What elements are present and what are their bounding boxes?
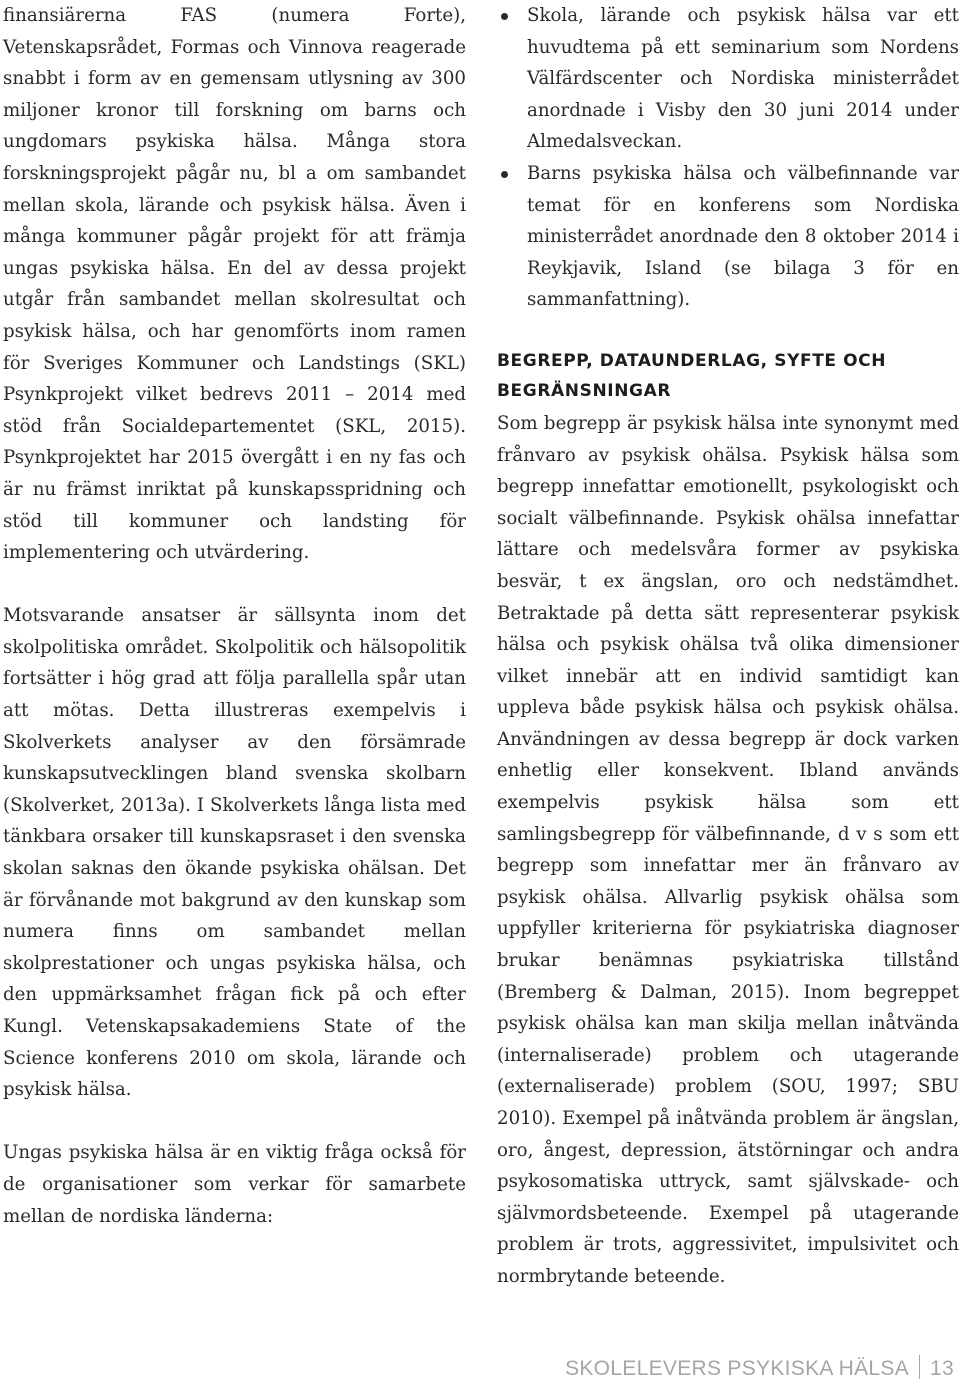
footer-divider	[919, 1355, 920, 1379]
body-paragraph-2: Motsvarande ansatser är sällsynta inom det skolpolitiska området. Skolpolitik och hälsopolitik fortsätter i hög grad att följa parallella spår utan att mötas. Detta illustreras exempelvis i Skolverkets analyser av den försämrade kunskapsutvecklingen bland svenska skolbarn (Skolverket, 2013a). I Skolverkets långa lista med tänkbara orsaker till kunskapsraset i den svenska skolan saknas den ökande psykiska ohälsan. Det är förvånande mot bakgrund av den kunskap som numera finns om sambandet mellan skolprestationer och ungas psykiska hälsa, och den uppmärksamhet frågan fick på och efter Kungl. Vetenskapsakademiens State of the Science konferens 2010 om skola, lärande och psykisk hälsa.	[3, 605, 466, 1101]
page-footer	[565, 1355, 954, 1382]
bullet-item-reykjavik-conference: Barns psykiska hälsa och välbefinnande var temat för en konferens som Nordiska ministerrådet anordnade den 8 oktober 2014 i Reykjavik, Island (se bilaga 3 för en sammanfattning).	[497, 158, 959, 316]
bullet-list	[497, 0, 959, 316]
bullet-item-visby-seminar: Skola, lärande och psykisk hälsa var ett huvudtema på ett seminarium som Nordens Välfärdscenter och Nordiska ministerrådet anordnade i Visby den 30 juni 2014 under Almedalsveckan.	[497, 0, 959, 158]
right-column	[497, 0, 959, 1293]
running-title: SKOLELEVERS PSYKISKA HÄLSA	[565, 1357, 910, 1380]
page-number: 13	[930, 1357, 954, 1380]
body-paragraph-1: finansiärerna FAS (numera Forte), Vetenskapsrådet, Formas och Vinnova reagerade snabbt i form av en gemensam utlysning av 300 miljoner kronor till forskning om barns och ungdomars psykiska hälsa. Många stora forskningsprojekt pågår nu, bl a om sambandet mellan skola, lärande och psykisk hälsa. Även i många kommuner pågår projekt för att främja ungas psykiska hälsa. En del av dessa projekt utgår från sambandet mellan skolresultat och psykisk hälsa, och har genomförts inom ramen för Sveriges Kommuner och Landstings (SKL) Psynkprojekt vilket bedrevs 2011 – 2014 med stöd från Socialdepartementet (SKL, 2015). Psynkprojektet har 2015 övergått i en ny fas och är nu främst inriktat på kunskapsspridning och stöd till kommuner och landsting för implementering och utvärdering.	[3, 5, 466, 564]
section-heading: BEGREPP, DATAUNDERLAG, SYFTE OCH BEGRÄNSNINGAR	[497, 350, 887, 401]
section-body-paragraph: Som begrepp är psykisk hälsa inte synonymt med frånvaro av psykisk ohälsa. Psykisk hälsa som begrepp innefattar emotionellt, psykologiskt och socialt välbefinnande. Psykisk ohälsa innefattar lättare och medelsvåra former av psykiska besvär, t ex ängslan, oro och nedstämdhet. Betraktade på detta sätt representerar psykisk hälsa och psykisk ohälsa två olika dimensioner vilket innebär att en individ samtidigt kan uppleva både psykisk hälsa och psykisk ohälsa. Användningen av dessa begrepp är dock varken enhetlig eller konsekvent. Ibland används exempelvis psykisk hälsa som ett samlingsbegrepp för välbefinnande, d v s som ett begrepp som innefattar mer än frånvaro av psykisk ohälsa. Allvarlig psykisk ohälsa som uppfyller kriterierna för psykiatriska diagnoser brukar benämnas psykiatriska tillstånd (Bremberg & Dalman, 2015). Inom begreppet psykisk ohälsa kan man skilja mellan inåtvända (internaliserade) problem och utagerande (externaliserade) problem (SOU, 1997; SBU 2010). Exempel på inåtvända problem är ängslan, oro, ångest, depression, ätstörningar och andra psykosomatiska uttryck, samt självskade- och självmordsbeteende. Exempel på utagerande problem är trots, aggressivitet, impulsivitet och normbrytande beteende.	[497, 412, 959, 1287]
left-column	[3, 0, 466, 1232]
body-paragraph-3: Ungas psykiska hälsa är en viktig fråga också för de organisationer som verkar för samarbete mellan de nordiska länderna:	[3, 1142, 466, 1227]
